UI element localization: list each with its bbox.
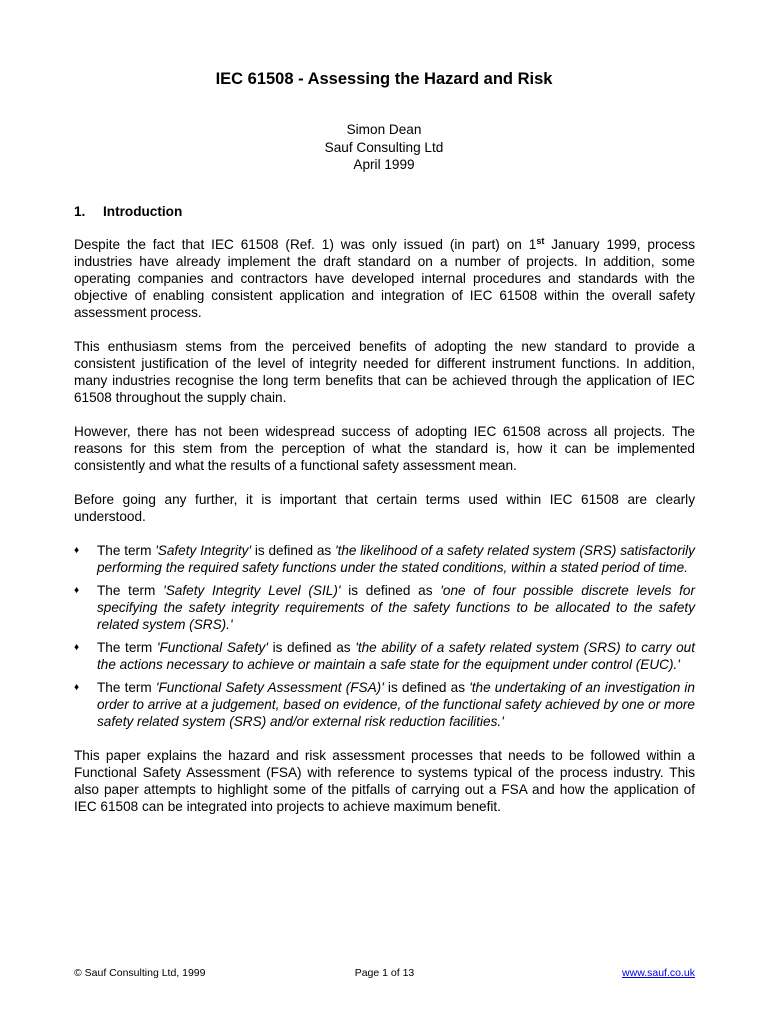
paragraph-5: This paper explains the hazard and risk assessment processes that needs to be followed within a Functional Safety Assessment (FSA) with reference to systems typical of the process industry. This also paper attempts to highlight some of the pitfalls of carrying out a FSA and how the application of IEC 61508 can be integrated into projects to achieve maximum benefit. [74, 748, 695, 814]
footer-website-link[interactable]: www.sauf.co.uk [622, 967, 695, 979]
definition-term: 'Safety Integrity' [155, 543, 252, 558]
publication-date: April 1999 [353, 157, 415, 172]
footer-page-number: Page 1 of 13 [354, 967, 415, 979]
ordinal-suffix: st [536, 236, 545, 246]
paragraph-1-text-a: Despite the fact that IEC 61508 (Ref. 1) was only issued (in part) on 1 [74, 237, 537, 252]
section-heading [74, 203, 695, 220]
definition-item [74, 679, 695, 730]
section-title: Introduction [103, 204, 183, 219]
document-title: IEC 61508 - Assessing the Hazard and Risk [215, 70, 553, 88]
paragraph-1-text-b: January 1999, process industries have already implement the draft standard on a number of projects. In addition, some operating companies and contractors have developed internal procedures and standards with the objective of enabling consistent application and integration of IEC 61508 within the overall safety assessment process. [74, 237, 695, 320]
definition-connector: is defined as [267, 640, 356, 655]
definition-prefix: The term [97, 583, 164, 598]
definition-prefix: The term [97, 680, 156, 695]
organization-name: Sauf Consulting Ltd [324, 139, 444, 155]
definition-text: 'the ability of a safety related system (SRS) to carry out the actions necessary to achieve or maintain a safe state for the equipment under control (EUC).' [97, 640, 695, 672]
paragraph-1 [74, 236, 695, 321]
author-name: Simon Dean [346, 122, 422, 137]
definition-item [74, 582, 695, 633]
definition-connector: is defined as [340, 583, 441, 598]
definition-text: 'the likelihood of a safety related system (SRS) satisfactorily performing the required safety functions under the stated conditions, within a stated period of time. [97, 543, 695, 575]
definition-term: 'Functional Safety Assessment (FSA)' [155, 680, 384, 695]
definition-connector: is defined as [251, 543, 335, 558]
definition-item [74, 542, 695, 576]
diamond-bullet-icon: ♦ [74, 585, 80, 596]
definition-text: 'the undertaking of an investigation in order to arrive at a judgement, based on evidence, of the functional safety achieved by one or more safety related system (SRS) and/or external risk reduction facilities.' [97, 680, 695, 729]
definitions-list [74, 542, 695, 730]
section-introduction [74, 203, 695, 832]
definition-prefix: The term [97, 543, 156, 558]
definition-term: 'Safety Integrity Level (SIL)' [163, 583, 341, 598]
diamond-bullet-icon: ♦ [74, 545, 80, 556]
definition-item [74, 639, 695, 673]
paragraph-3: However, there has not been widespread success of adopting IEC 61508 across all projects. The reasons for this stem from the perception of what the standard is, how it can be implemented consistently and what the results of a functional safety assessment mean. [74, 424, 695, 473]
definition-prefix: The term [97, 640, 157, 655]
section-number: 1. [74, 204, 86, 219]
paragraph-2: This enthusiasm stems from the perceived benefits of adopting the new standard to provide a consistent justification of the level of integrity needed for different instrument functions. In addition, many industries recognise the long term benefits that can be achieved through the application of IEC 61508 throughout the supply chain. [74, 339, 695, 405]
definition-text: 'one of four possible discrete levels for specifying the safety integrity requirements of the safety functions to be allocated to the safety related system (SRS).' [97, 583, 695, 632]
definition-term: 'Functional Safety' [156, 640, 268, 655]
paragraph-4: Before going any further, it is important that certain terms used within IEC 61508 are clearly understood. [74, 492, 695, 524]
byline [0, 121, 768, 174]
diamond-bullet-icon: ♦ [74, 642, 80, 653]
diamond-bullet-icon: ♦ [74, 682, 80, 693]
footer-copyright: © Sauf Consulting Ltd, 1999 [74, 967, 206, 979]
definition-connector: is defined as [383, 680, 470, 695]
page-footer [74, 966, 695, 980]
